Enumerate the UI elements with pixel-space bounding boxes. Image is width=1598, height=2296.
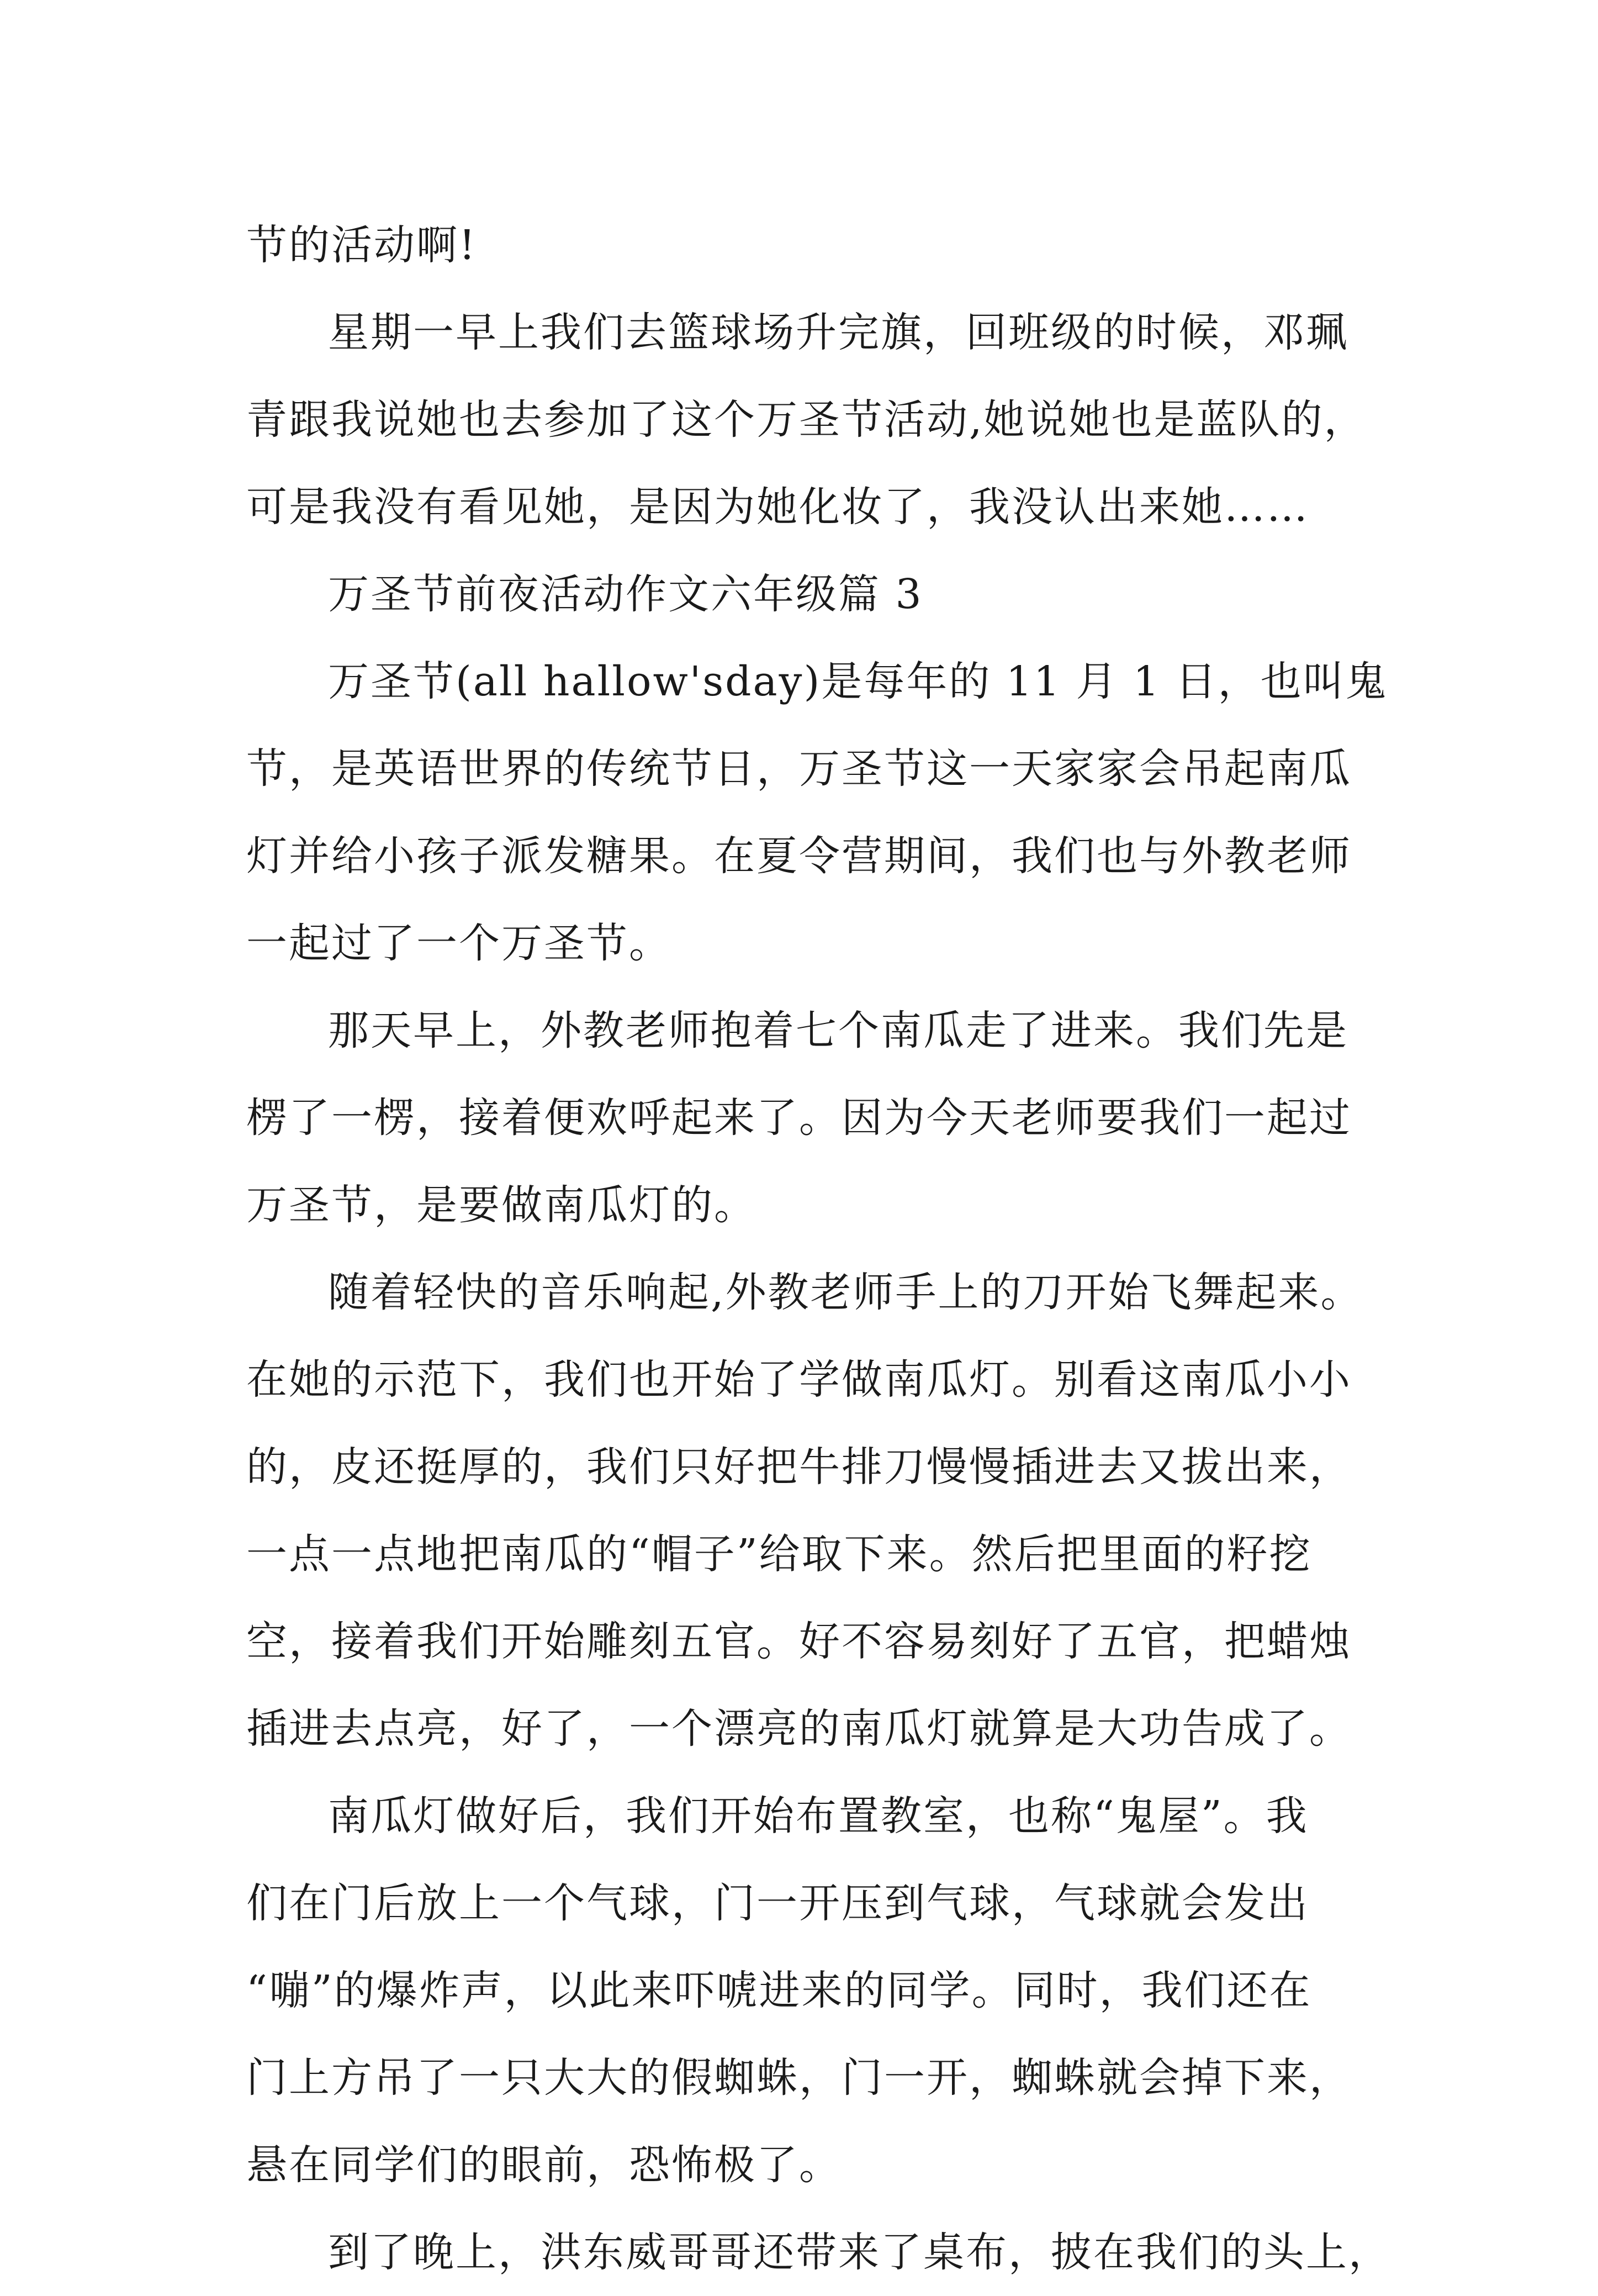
text-line: 随着轻快的音乐响起,外教老师手上的刀开始飞舞起来。 xyxy=(328,1269,1363,1316)
text-line: 节，是英语世界的传统节日，万圣节这一天家家会吊起南瓜 xyxy=(246,745,1352,793)
text-line: 灯并给小孩子派发糖果。在夏令营期间，我们也与外教老师 xyxy=(246,832,1352,880)
text-line: 空，接着我们开始雕刻五官。好不容易刻好了五官，把蜡烛 xyxy=(246,1618,1352,1665)
text-line: 的，皮还挺厚的，我们只好把牛排刀慢慢插进去又拔出来， xyxy=(246,1443,1352,1491)
text-line: 万圣节，是要做南瓜灯的。 xyxy=(246,1181,756,1229)
text-line: 一点一点地把南瓜的“帽子”给取下来。然后把里面的籽挖 xyxy=(246,1530,1312,1578)
text-line: 青跟我说她也去参加了这个万圣节活动,她说她也是蓝队的， xyxy=(246,396,1367,444)
text-line: 可是我没有看见她，是因为她化妆了，我没认出来她…… xyxy=(246,483,1309,531)
text-line: 到了晚上，洪东威哥哥还带来了桌布，披在我们的头上， xyxy=(328,2229,1391,2276)
text-line: 星期一早上我们去篮球场升完旗，回班级的时候，邓珮 xyxy=(328,309,1348,356)
text-line: 在她的示范下，我们也开始了学做南瓜灯。别看这南瓜小小 xyxy=(246,1356,1352,1403)
text-line: 们在门后放上一个气球，门一开压到气球，气球就会发出 xyxy=(246,1880,1309,1927)
text-line: 万圣节(all hallow'sday)是每年的 11 月 1 日，也叫鬼 xyxy=(328,658,1388,705)
text-line: 节的活动啊! xyxy=(246,221,477,269)
text-line: 插进去点亮，好了，一个漂亮的南瓜灯就算是大功告成了。 xyxy=(246,1705,1352,1753)
text-line: 一起过了一个万圣节。 xyxy=(246,920,671,967)
text-line: 悬在同学们的眼前，恐怖极了。 xyxy=(246,2141,842,2189)
section-heading: 万圣节前夜活动作文六年级篇 3 xyxy=(328,571,923,618)
text-line: 南瓜灯做好后，我们开始布置教室，也称“鬼屋”。我 xyxy=(328,1792,1309,1840)
text-line: 门上方吊了一只大大的假蜘蛛，门一开，蜘蛛就会掉下来， xyxy=(246,2054,1352,2102)
article-body xyxy=(246,202,1395,2296)
text-line: “嘣”的爆炸声，以此来吓唬进来的同学。同时，我们还在 xyxy=(246,1967,1312,2014)
text-line: 楞了一楞，接着便欢呼起来了。因为今天老师要我们一起过 xyxy=(246,1094,1352,1142)
text-line: 那天早上，外教老师抱着七个南瓜走了进来。我们先是 xyxy=(328,1007,1348,1054)
